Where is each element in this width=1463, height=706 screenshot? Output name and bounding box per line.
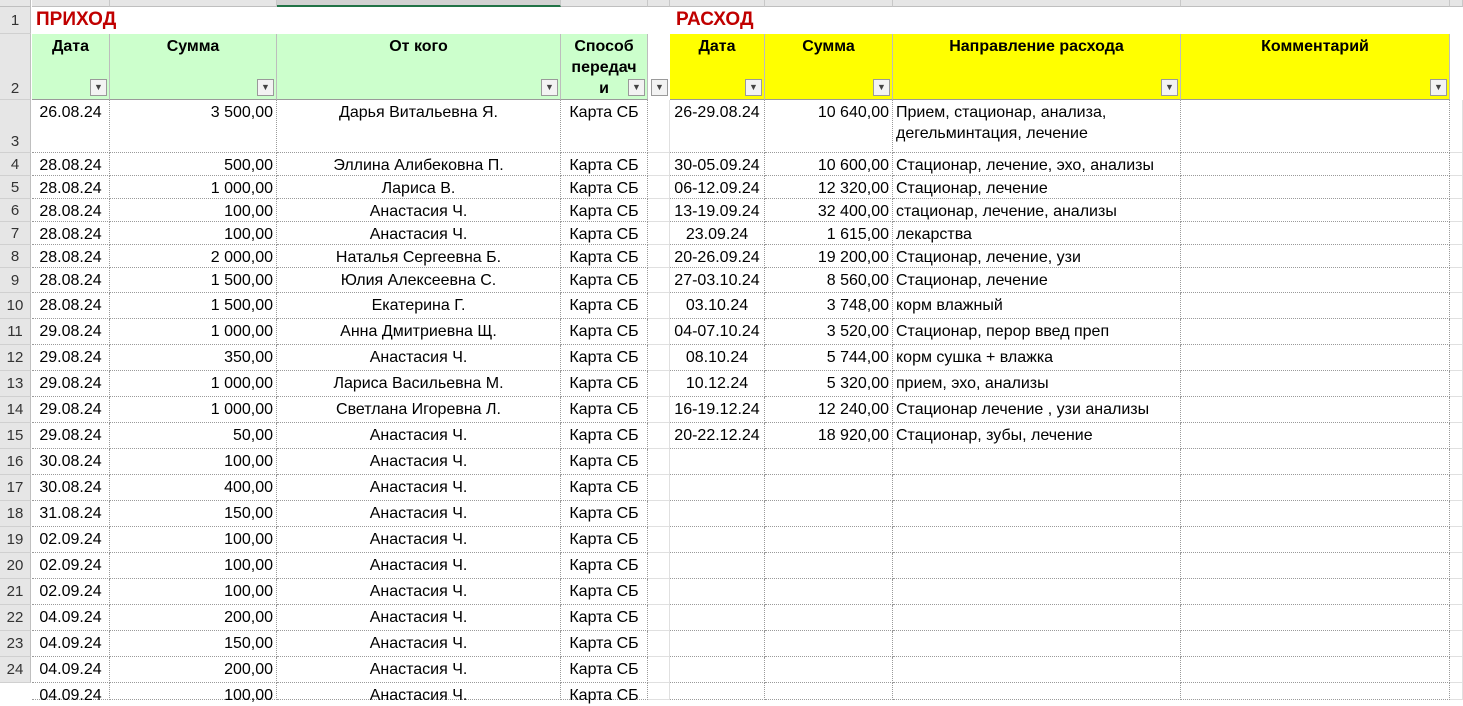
expense-cell[interactable] [893, 683, 1181, 700]
income-cell[interactable]: Карта СБ [561, 319, 648, 345]
row-header[interactable]: 13 [0, 371, 31, 397]
income-cell[interactable]: 1 000,00 [110, 176, 277, 199]
income-cell[interactable]: Карта СБ [561, 100, 648, 153]
grid-cell[interactable] [648, 245, 670, 268]
expense-cell[interactable]: 10.12.24 [670, 371, 765, 397]
expense-cell[interactable]: 08.10.24 [670, 345, 765, 371]
expense-cell[interactable] [765, 579, 893, 605]
row-header[interactable]: 3 [0, 100, 31, 153]
expense-cell[interactable] [893, 527, 1181, 553]
expense-cell[interactable] [1181, 371, 1450, 397]
income-cell[interactable]: 1 000,00 [110, 397, 277, 423]
expense-cell[interactable]: Прием, стационар, анализа, дегельминтация, лечение [893, 100, 1181, 153]
expense-cell[interactable]: корм сушка + влажка [893, 345, 1181, 371]
row-header[interactable]: 16 [0, 449, 31, 475]
income-cell[interactable]: 04.09.24 [32, 631, 110, 657]
expense-cell[interactable]: 5 320,00 [765, 371, 893, 397]
expense-cell[interactable] [670, 683, 765, 700]
expense-cell[interactable]: 30-05.09.24 [670, 153, 765, 176]
column-header[interactable] [893, 0, 1181, 7]
income-cell[interactable]: Юлия Алексеевна С. [277, 268, 561, 293]
row-header[interactable]: 24 [0, 657, 31, 683]
grid-cell[interactable] [1450, 553, 1463, 579]
income-cell[interactable]: Карта СБ [561, 579, 648, 605]
expense-cell[interactable] [765, 631, 893, 657]
income-cell[interactable]: 100,00 [110, 553, 277, 579]
column-header[interactable] [32, 0, 110, 7]
expense-cell[interactable]: 1 615,00 [765, 222, 893, 245]
expense-cell[interactable] [1181, 657, 1450, 683]
expense-header-comment: Комментарий [1181, 34, 1450, 100]
filter-dropdown-icon[interactable]: ▼ [628, 79, 645, 96]
income-cell[interactable]: Светлана Игоревна Л. [277, 397, 561, 423]
income-cell[interactable]: Екатерина Г. [277, 293, 561, 319]
expense-cell[interactable]: Стационар, перор введ преп [893, 319, 1181, 345]
column-header[interactable] [110, 0, 277, 7]
expense-cell[interactable] [670, 579, 765, 605]
grid-cell[interactable] [1450, 527, 1463, 553]
income-header-amount: Сумма [110, 34, 277, 100]
income-cell[interactable]: Анастасия Ч. [277, 475, 561, 501]
income-cell[interactable]: Карта СБ [561, 605, 648, 631]
grid-cell[interactable] [1450, 199, 1463, 222]
filter-dropdown-icon[interactable]: ▼ [90, 79, 107, 96]
row-header[interactable]: 7 [0, 222, 31, 245]
income-cell[interactable]: 100,00 [110, 683, 277, 700]
grid-cell[interactable] [648, 397, 670, 423]
income-cell[interactable]: 500,00 [110, 153, 277, 176]
expense-cell[interactable]: Стационар лечение , узи анализы [893, 397, 1181, 423]
income-cell[interactable]: 28.08.24 [32, 268, 110, 293]
expense-cell[interactable]: корм влажный [893, 293, 1181, 319]
income-cell[interactable]: 02.09.24 [32, 579, 110, 605]
row-header[interactable]: 5 [0, 176, 31, 199]
expense-cell[interactable] [1181, 268, 1450, 293]
row-header[interactable]: 17 [0, 475, 31, 501]
grid-cell[interactable] [648, 501, 670, 527]
expense-cell[interactable]: Стационар, лечение, эхо, анализы [893, 153, 1181, 176]
income-cell[interactable]: Анастасия Ч. [277, 423, 561, 449]
income-cell[interactable]: 29.08.24 [32, 319, 110, 345]
expense-cell[interactable] [1181, 176, 1450, 199]
income-cell[interactable]: 100,00 [110, 449, 277, 475]
income-cell[interactable]: 04.09.24 [32, 605, 110, 631]
column-header[interactable] [648, 0, 670, 7]
select-all-corner[interactable] [0, 0, 31, 7]
income-cell[interactable]: Карта СБ [561, 657, 648, 683]
grid-cell[interactable] [1450, 579, 1463, 605]
income-cell[interactable]: Лариса Васильевна М. [277, 371, 561, 397]
filter-dropdown-icon[interactable]: ▼ [1161, 79, 1178, 96]
expense-cell[interactable]: 10 600,00 [765, 153, 893, 176]
row-header[interactable]: 4 [0, 153, 31, 176]
expense-cell[interactable]: стационар, лечение, анализы [893, 199, 1181, 222]
income-cell[interactable]: Эллина Алибековна П. [277, 153, 561, 176]
expense-cell[interactable]: 06-12.09.24 [670, 176, 765, 199]
expense-cell[interactable]: 3 748,00 [765, 293, 893, 319]
grid-cell[interactable] [1450, 319, 1463, 345]
grid-cell[interactable] [648, 153, 670, 176]
row-header[interactable]: 20 [0, 553, 31, 579]
grid-cell[interactable] [648, 579, 670, 605]
expense-cell[interactable] [1181, 293, 1450, 319]
expense-cell[interactable]: лекарства [893, 222, 1181, 245]
expense-header-date: Дата [670, 34, 765, 100]
income-cell[interactable]: Наталья Сергеевна Б. [277, 245, 561, 268]
income-cell[interactable]: 28.08.24 [32, 199, 110, 222]
expense-cell[interactable]: 3 520,00 [765, 319, 893, 345]
row-header[interactable]: 8 [0, 245, 31, 268]
income-cell[interactable]: Карта СБ [561, 527, 648, 553]
expense-cell[interactable] [670, 605, 765, 631]
grid-cell[interactable] [648, 371, 670, 397]
income-cell[interactable]: Карта СБ [561, 423, 648, 449]
income-cell[interactable]: 02.09.24 [32, 553, 110, 579]
income-cell[interactable]: 100,00 [110, 527, 277, 553]
income-cell[interactable]: Карта СБ [561, 345, 648, 371]
expense-cell[interactable] [893, 449, 1181, 475]
income-header-from-whom: От кого [277, 34, 561, 100]
grid-cell[interactable] [648, 293, 670, 319]
grid-cell[interactable] [648, 268, 670, 293]
expense-cell[interactable] [670, 657, 765, 683]
expense-cell[interactable]: 27-03.10.24 [670, 268, 765, 293]
grid-cell[interactable] [648, 657, 670, 683]
grid-cell[interactable] [1450, 449, 1463, 475]
grid-cell[interactable] [1450, 501, 1463, 527]
income-cell[interactable]: 04.09.24 [32, 657, 110, 683]
income-cell[interactable]: Лариса В. [277, 176, 561, 199]
income-cell[interactable]: Дарья Витальевна Я. [277, 100, 561, 153]
grid-cell[interactable] [648, 176, 670, 199]
expense-cell[interactable]: 12 320,00 [765, 176, 893, 199]
income-cell[interactable]: 29.08.24 [32, 345, 110, 371]
grid-cell[interactable] [1450, 605, 1463, 631]
income-cell[interactable]: 26.08.24 [32, 100, 110, 153]
income-title: ПРИХОД [36, 9, 117, 30]
grid-cell[interactable] [648, 319, 670, 345]
row-header[interactable]: 6 [0, 199, 31, 222]
column-header[interactable] [765, 0, 893, 7]
expense-cell[interactable] [1181, 527, 1450, 553]
expense-cell[interactable] [670, 475, 765, 501]
grid-cell[interactable] [1450, 268, 1463, 293]
income-cell[interactable]: 1 000,00 [110, 371, 277, 397]
expense-cell[interactable] [1181, 449, 1450, 475]
grid-cell[interactable] [1450, 631, 1463, 657]
grid-cell[interactable] [648, 631, 670, 657]
row-header[interactable]: 2 [0, 34, 31, 100]
grid-cell[interactable] [1450, 153, 1463, 176]
income-cell[interactable]: Анастасия Ч. [277, 683, 561, 700]
expense-cell[interactable] [1181, 683, 1450, 700]
expense-header-amount: Сумма [765, 34, 893, 100]
row-header[interactable]: 23 [0, 631, 31, 657]
income-cell[interactable]: Карта СБ [561, 176, 648, 199]
expense-cell[interactable]: Стационар, лечение [893, 268, 1181, 293]
expense-cell[interactable] [1181, 553, 1450, 579]
expense-cell[interactable] [1181, 345, 1450, 371]
grid-cell[interactable] [648, 423, 670, 449]
expense-cell[interactable] [1181, 423, 1450, 449]
income-cell[interactable]: 200,00 [110, 657, 277, 683]
expense-cell[interactable] [765, 657, 893, 683]
income-cell[interactable]: Анастасия Ч. [277, 449, 561, 475]
income-cell[interactable]: Анастасия Ч. [277, 605, 561, 631]
income-cell[interactable]: 100,00 [110, 222, 277, 245]
income-cell[interactable]: Анастасия Ч. [277, 199, 561, 222]
filter-dropdown-icon[interactable]: ▼ [745, 79, 762, 96]
expense-cell[interactable] [1181, 579, 1450, 605]
grid-cell[interactable] [1450, 222, 1463, 245]
expense-cell[interactable] [1181, 397, 1450, 423]
expense-cell[interactable]: 19 200,00 [765, 245, 893, 268]
expense-cell[interactable] [765, 683, 893, 700]
grid-cell[interactable] [648, 605, 670, 631]
row-header[interactable]: 18 [0, 501, 31, 527]
column-header[interactable] [277, 0, 561, 7]
income-cell[interactable]: Анастасия Ч. [277, 501, 561, 527]
income-cell[interactable]: Карта СБ [561, 293, 648, 319]
expense-cell[interactable] [765, 449, 893, 475]
income-cell[interactable]: Карта СБ [561, 501, 648, 527]
expense-cell[interactable] [765, 527, 893, 553]
income-cell[interactable]: 31.08.24 [32, 501, 110, 527]
income-cell[interactable]: 28.08.24 [32, 222, 110, 245]
income-cell[interactable]: 2 000,00 [110, 245, 277, 268]
income-cell[interactable]: 30.08.24 [32, 475, 110, 501]
expense-title: РАСХОД [676, 9, 754, 30]
expense-cell[interactable]: Стационар, лечение [893, 176, 1181, 199]
income-header-date: Дата [32, 34, 110, 100]
expense-cell[interactable]: 18 920,00 [765, 423, 893, 449]
grid-cell[interactable] [648, 199, 670, 222]
income-cell[interactable]: 1 500,00 [110, 268, 277, 293]
header-line: и [599, 80, 609, 97]
expense-cell[interactable] [893, 501, 1181, 527]
expense-cell[interactable] [670, 527, 765, 553]
row-header[interactable]: 10 [0, 293, 31, 319]
row-header[interactable]: 14 [0, 397, 31, 423]
income-cell[interactable]: 200,00 [110, 605, 277, 631]
row-header[interactable]: 1 [0, 7, 31, 34]
filter-dropdown-icon[interactable]: ▼ [257, 79, 274, 96]
income-cell[interactable]: Карта СБ [561, 475, 648, 501]
expense-cell[interactable]: 12 240,00 [765, 397, 893, 423]
expense-cell[interactable] [1181, 631, 1450, 657]
grid-cell[interactable] [1450, 657, 1463, 683]
grid-cell[interactable] [1450, 683, 1463, 700]
expense-cell[interactable] [1181, 100, 1450, 153]
column-header[interactable] [670, 0, 765, 7]
header-line: Способ [574, 38, 634, 55]
income-cell[interactable]: 28.08.24 [32, 176, 110, 199]
expense-cell[interactable] [1181, 319, 1450, 345]
income-cell[interactable]: 28.08.24 [32, 153, 110, 176]
column-header[interactable] [1450, 0, 1463, 7]
income-cell[interactable]: Карта СБ [561, 268, 648, 293]
expense-cell[interactable] [893, 579, 1181, 605]
income-cell[interactable]: Карта СБ [561, 371, 648, 397]
grid-cell[interactable] [648, 449, 670, 475]
income-cell[interactable]: Карта СБ [561, 449, 648, 475]
grid-cell[interactable] [648, 100, 670, 153]
income-cell[interactable]: 3 500,00 [110, 100, 277, 153]
income-cell[interactable]: Анастасия Ч. [277, 631, 561, 657]
expense-cell[interactable]: 20-26.09.24 [670, 245, 765, 268]
expense-cell[interactable]: 23.09.24 [670, 222, 765, 245]
income-cell[interactable]: 150,00 [110, 501, 277, 527]
income-cell[interactable]: 28.08.24 [32, 245, 110, 268]
expense-cell[interactable] [893, 657, 1181, 683]
income-cell[interactable]: 04.09.24 [32, 683, 110, 700]
expense-cell[interactable]: 26-29.08.24 [670, 100, 765, 153]
grid-cell[interactable] [1450, 245, 1463, 268]
expense-cell[interactable] [670, 501, 765, 527]
expense-cell[interactable]: 16-19.12.24 [670, 397, 765, 423]
income-cell[interactable]: Карта СБ [561, 553, 648, 579]
expense-cell[interactable]: 03.10.24 [670, 293, 765, 319]
filter-dropdown-icon[interactable]: ▼ [541, 79, 558, 96]
row-header[interactable]: 15 [0, 423, 31, 449]
grid-cell[interactable] [648, 527, 670, 553]
income-cell[interactable]: 1 000,00 [110, 319, 277, 345]
expense-cell[interactable]: Стационар, зубы, лечение [893, 423, 1181, 449]
grid-cell[interactable] [648, 553, 670, 579]
expense-cell[interactable] [1181, 475, 1450, 501]
expense-cell[interactable] [1181, 222, 1450, 245]
income-cell[interactable]: Карта СБ [561, 245, 648, 268]
header-line: передач [571, 59, 637, 76]
expense-cell[interactable]: 20-22.12.24 [670, 423, 765, 449]
grid-cell[interactable] [648, 683, 670, 700]
expense-cell[interactable] [893, 631, 1181, 657]
income-cell[interactable]: Карта СБ [561, 222, 648, 245]
expense-cell[interactable]: 5 744,00 [765, 345, 893, 371]
grid-cell[interactable] [1450, 397, 1463, 423]
income-cell[interactable]: 400,00 [110, 475, 277, 501]
row-header[interactable]: 19 [0, 527, 31, 553]
income-cell[interactable]: Карта СБ [561, 631, 648, 657]
column-header[interactable] [561, 0, 648, 7]
income-cell[interactable]: Карта СБ [561, 153, 648, 176]
income-cell[interactable]: 1 500,00 [110, 293, 277, 319]
expense-header-expense-purpose: Направление расхода [893, 34, 1181, 100]
row-header[interactable]: 11 [0, 319, 31, 345]
income-cell[interactable]: 100,00 [110, 199, 277, 222]
expense-cell[interactable]: Стационар, лечение, узи [893, 245, 1181, 268]
expense-cell[interactable]: 04-07.10.24 [670, 319, 765, 345]
expense-cell[interactable] [670, 553, 765, 579]
filter-dropdown-icon[interactable]: ▼ [873, 79, 890, 96]
expense-cell[interactable] [765, 475, 893, 501]
expense-cell[interactable] [893, 553, 1181, 579]
grid-cell[interactable] [1450, 100, 1463, 153]
filter-dropdown-icon[interactable]: ▼ [1430, 79, 1447, 96]
expense-cell[interactable]: 8 560,00 [765, 268, 893, 293]
expense-cell[interactable] [893, 475, 1181, 501]
expense-cell[interactable] [765, 553, 893, 579]
income-cell[interactable]: 150,00 [110, 631, 277, 657]
expense-cell[interactable] [1181, 605, 1450, 631]
income-cell[interactable]: 02.09.24 [32, 527, 110, 553]
expense-cell[interactable] [1181, 501, 1450, 527]
grid-cell[interactable] [1450, 345, 1463, 371]
expense-cell[interactable] [1181, 153, 1450, 176]
grid-cell[interactable] [1450, 423, 1463, 449]
income-cell[interactable]: Анастасия Ч. [277, 553, 561, 579]
income-cell[interactable]: Карта СБ [561, 683, 648, 700]
income-cell[interactable]: Анастасия Ч. [277, 527, 561, 553]
grid-cell[interactable] [1450, 176, 1463, 199]
income-cell[interactable]: 30.08.24 [32, 449, 110, 475]
expense-cell[interactable] [765, 605, 893, 631]
grid-cell[interactable] [1450, 475, 1463, 501]
income-cell[interactable]: 28.08.24 [32, 293, 110, 319]
expense-cell[interactable]: 13-19.09.24 [670, 199, 765, 222]
income-cell[interactable]: 29.08.24 [32, 423, 110, 449]
income-cell[interactable]: 50,00 [110, 423, 277, 449]
expense-cell[interactable]: 10 640,00 [765, 100, 893, 153]
income-cell[interactable]: Анна Дмитриевна Щ. [277, 319, 561, 345]
expense-cell[interactable] [1181, 245, 1450, 268]
income-cell[interactable]: Анастасия Ч. [277, 579, 561, 605]
grid-cell[interactable] [1450, 293, 1463, 319]
income-cell[interactable]: 29.08.24 [32, 371, 110, 397]
grid-cell[interactable] [648, 345, 670, 371]
income-cell[interactable]: Анастасия Ч. [277, 657, 561, 683]
expense-cell[interactable] [765, 501, 893, 527]
row-header[interactable]: 22 [0, 605, 31, 631]
grid-cell[interactable] [648, 475, 670, 501]
expense-cell[interactable] [893, 605, 1181, 631]
income-cell[interactable]: 350,00 [110, 345, 277, 371]
filter-dropdown-icon[interactable]: ▼ [651, 79, 668, 96]
row-header[interactable]: 21 [0, 579, 31, 605]
income-cell[interactable]: Анастасия Ч. [277, 222, 561, 245]
expense-cell[interactable] [1181, 199, 1450, 222]
expense-cell[interactable]: прием, эхо, анализы [893, 371, 1181, 397]
column-header[interactable] [1181, 0, 1450, 7]
row-header[interactable]: 9 [0, 268, 31, 293]
income-cell[interactable]: Анастасия Ч. [277, 345, 561, 371]
income-cell[interactable]: Карта СБ [561, 397, 648, 423]
expense-cell[interactable]: 32 400,00 [765, 199, 893, 222]
expense-cell[interactable] [670, 449, 765, 475]
grid-cell[interactable] [648, 222, 670, 245]
income-cell[interactable]: Карта СБ [561, 199, 648, 222]
income-cell[interactable]: 100,00 [110, 579, 277, 605]
expense-cell[interactable] [670, 631, 765, 657]
income-cell[interactable]: 29.08.24 [32, 397, 110, 423]
grid-cell[interactable] [1450, 371, 1463, 397]
row-header[interactable]: 12 [0, 345, 31, 371]
